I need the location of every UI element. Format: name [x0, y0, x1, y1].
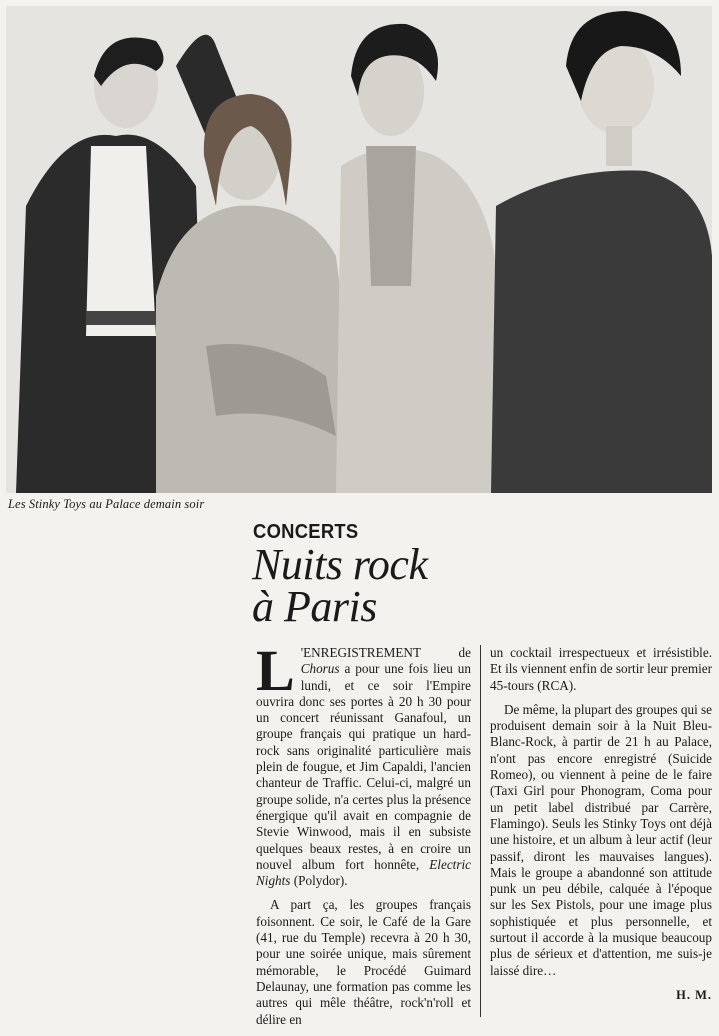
article-paragraph-2-continued: un cocktail irrespectueux et irrésistible. Et ils viennent enfin de sortir leur premier 45-tours (RCA).	[490, 645, 712, 693]
p1-text-a: 'ENREGISTREMENT de	[300, 645, 471, 660]
p1-text-c: (Polydor).	[290, 873, 348, 889]
author-signature: H. M.	[676, 987, 712, 1002]
drop-cap: L	[256, 638, 295, 703]
p1-album-title: Electric Nights	[256, 856, 471, 889]
photo-caption: Les Stinky Toys au Palace demain soir	[8, 497, 205, 511]
headline	[252, 540, 552, 631]
article-paragraph-3: De même, la plupart des groupes qui se produisent demain soir à la Nuit Bleu-Blanc-Rock, à partir de 21 h au Palace, n'ont pas encore enregistré (Suicide Romeo), ou viennent à peine de le faire (Taxi Girl pour Phonogram, Coma pour un petit label distribué par Carrère, Flamingo). Seuls les Stinky Toys ont déjà une histoire, et un album à leur actif (leur passif, diront les mauvaises langues). Mais le groupe a abandonné son attitude punk un peu débile, calquée à l'époque sur les Sex Pistols, pour une image plus sophistiquée et plus personnelle, et surtout il accorde à la musique beaucoup plus de sérieux et d'attention, me suis-je laissé dire…	[490, 701, 713, 978]
headline-line-1: Nuits rock	[252, 540, 428, 589]
p1-text-b: a pour une fois lieu un lundi, et ce soir l'Empire ouvrira donc ses portes à 20 h 30 pour un concert réunissant Ganafoul, un groupe français qui pratique un hard-rock sans originalité particulière mais plein de fougue, et Jim Capaldi, l'ancien chanteur de Traffic. Celui-ci, malgré un groupe solide, n'a certes plus la présence énergique qu'il avait en compagnie de Stevie Winwood, mais il en subsiste quelques beaux restes, à en croire un nouvel album fort honnête,	[256, 661, 471, 872]
article-paragraph-2: A part ça, les groupes français foisonnent. Ce soir, le Café de la Gare (41, rue du Temple) recevra à 20 h 30, pour une soirée unique, mais sûrement mémorable, le Procédé Guimard Delaunay, une formation pas comme les autres qui mêle théâtre, rock'n'roll et délire en	[256, 897, 471, 1027]
article-column-1	[256, 638, 471, 1036]
article-paragraph-1	[256, 638, 471, 889]
section-kicker: CONCERTS	[253, 521, 359, 543]
headline-line-2: à Paris	[252, 582, 377, 631]
column-rule	[480, 645, 481, 1017]
band-photo	[6, 6, 712, 493]
article-column-2	[490, 645, 712, 1003]
p1-chorus: Chorus	[300, 661, 340, 677]
band-photo-icon	[6, 6, 712, 493]
